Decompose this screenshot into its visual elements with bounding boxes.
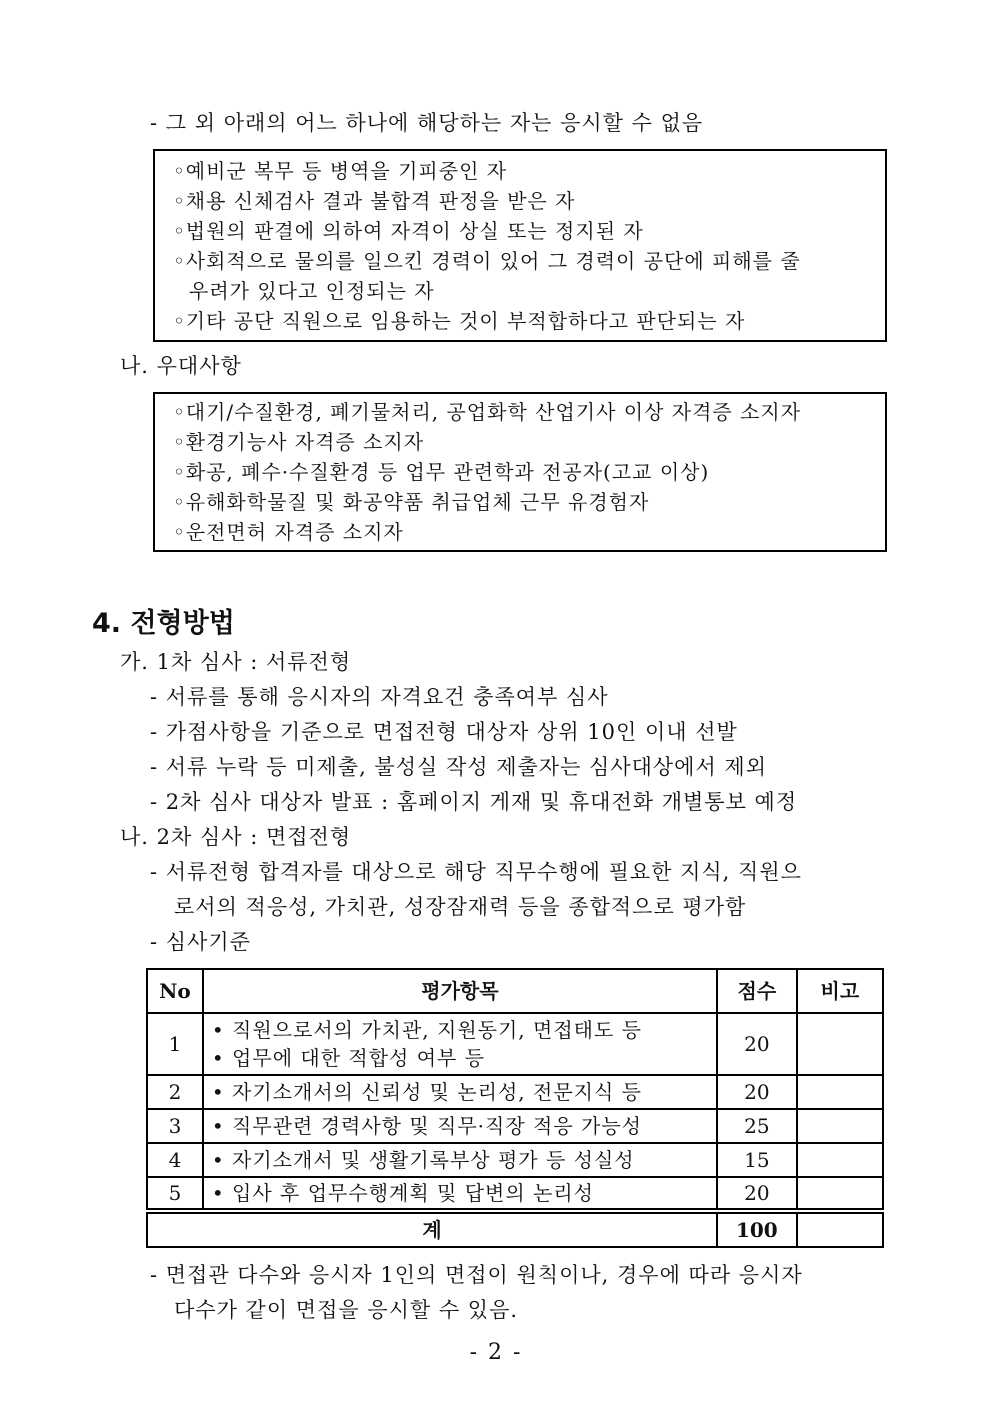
row-score: 20 bbox=[717, 1013, 797, 1075]
preference-title: 나. 우대사항 bbox=[120, 354, 242, 378]
stage1-item: - 서류를 통해 응시자의 자격요건 충족여부 심사 bbox=[150, 685, 609, 709]
table-header-row bbox=[147, 969, 883, 1013]
row-score: 20 bbox=[717, 1075, 797, 1109]
stage2-desc: - 서류전형 합격자를 대상으로 해당 직무수행에 필요한 지식, 직원으 bbox=[150, 860, 802, 884]
table-total-row bbox=[147, 1211, 883, 1247]
list-item: ◦유해화학물질 및 화공약품 취급업체 근무 유경험자 bbox=[173, 490, 650, 514]
table-row bbox=[147, 1109, 883, 1143]
row-item: • 자기소개서 및 생활기록부상 평가 등 성실성 bbox=[203, 1143, 717, 1177]
stage1-title: 가. 1차 심사 : 서류전형 bbox=[120, 650, 352, 674]
row-item: • 자기소개서의 신뢰성 및 논리성, 전문지식 등 bbox=[203, 1075, 717, 1109]
row-no: 5 bbox=[147, 1177, 203, 1211]
stage1-item: - 가점사항을 기준으로 면접전형 대상자 상위 10인 이내 선발 bbox=[150, 720, 738, 744]
header-note: 비고 bbox=[797, 969, 883, 1013]
list-item-continuation: 우려가 있다고 인정되는 자 bbox=[189, 279, 435, 303]
row-item bbox=[203, 1013, 717, 1075]
list-item: ◦기타 공단 직원으로 임용하는 것이 부적합하다고 판단되는 자 bbox=[173, 309, 746, 333]
header-item: 평가항목 bbox=[203, 969, 717, 1013]
row-note bbox=[797, 1013, 883, 1075]
preference-box bbox=[153, 392, 887, 552]
row-item-line: • 직원으로서의 가치관, 지원동기, 면접태도 등 bbox=[211, 1018, 642, 1042]
row-note bbox=[797, 1177, 883, 1211]
row-no: 2 bbox=[147, 1075, 203, 1109]
section-heading: 4. 전형방법 bbox=[92, 608, 235, 639]
disqualify-intro: - 그 외 아래의 어느 하나에 해당하는 자는 응시할 수 없음 bbox=[150, 111, 704, 135]
stage1-item: - 서류 누락 등 미제출, 불성실 작성 제출자는 심사대상에서 제외 bbox=[150, 755, 767, 779]
list-item: ◦대기/수질환경, 폐기물처리, 공업화학 산업기사 이상 자격증 소지자 bbox=[173, 400, 802, 424]
criteria-table bbox=[146, 968, 884, 1248]
row-item: • 입사 후 업무수행계획 및 답변의 논리성 bbox=[203, 1177, 717, 1211]
list-item: ◦화공, 폐수·수질환경 등 업무 관련학과 전공자(고교 이상) bbox=[173, 460, 710, 484]
list-item: ◦환경기능사 자격증 소지자 bbox=[173, 430, 425, 454]
interview-footnote-continuation: 다수가 같이 면접을 응시할 수 있음. bbox=[174, 1298, 519, 1322]
interview-footnote: - 면접관 다수와 응시자 1인의 면접이 원칙이나, 경우에 따라 응시자 bbox=[150, 1263, 803, 1287]
row-score: 20 bbox=[717, 1177, 797, 1211]
row-no: 1 bbox=[147, 1013, 203, 1075]
list-item: ◦운전면허 자격증 소지자 bbox=[173, 520, 404, 544]
stage2-title: 나. 2차 심사 : 면접전형 bbox=[120, 825, 352, 849]
list-item: ◦채용 신체검사 결과 불합격 판정을 받은 자 bbox=[173, 189, 576, 213]
list-item: ◦예비군 복무 등 병역을 기피중인 자 bbox=[173, 159, 508, 183]
row-no: 4 bbox=[147, 1143, 203, 1177]
row-note bbox=[797, 1075, 883, 1109]
row-note bbox=[797, 1143, 883, 1177]
table-row bbox=[147, 1177, 883, 1211]
table-row bbox=[147, 1013, 883, 1075]
list-item: ◦사회적으로 물의를 일으킨 경력이 있어 그 경력이 공단에 피해를 줄 bbox=[173, 249, 801, 273]
row-no: 3 bbox=[147, 1109, 203, 1143]
criteria-label: - 심사기준 bbox=[150, 930, 251, 954]
total-label: 계 bbox=[147, 1211, 717, 1247]
row-item-line: • 업무에 대한 적합성 여부 등 bbox=[211, 1046, 486, 1070]
table-row bbox=[147, 1143, 883, 1177]
stage1-item: - 2차 심사 대상자 발표 : 홈페이지 게재 및 휴대전화 개별통보 예정 bbox=[150, 790, 798, 814]
total-score: 100 bbox=[717, 1211, 797, 1247]
page-number: - 2 - bbox=[469, 1340, 523, 1365]
total-note bbox=[797, 1211, 883, 1247]
row-score: 15 bbox=[717, 1143, 797, 1177]
row-score: 25 bbox=[717, 1109, 797, 1143]
header-score: 점수 bbox=[717, 969, 797, 1013]
disqualify-box bbox=[153, 149, 887, 342]
row-note bbox=[797, 1109, 883, 1143]
header-no: No bbox=[147, 969, 203, 1013]
table-row bbox=[147, 1075, 883, 1109]
list-item: ◦법원의 판결에 의하여 자격이 상실 또는 정지된 자 bbox=[173, 219, 644, 243]
stage2-desc-continuation: 로서의 적응성, 가치관, 성장잠재력 등을 종합적으로 평가함 bbox=[174, 895, 747, 919]
row-item: • 직무관련 경력사항 및 직무·직장 적응 가능성 bbox=[203, 1109, 717, 1143]
